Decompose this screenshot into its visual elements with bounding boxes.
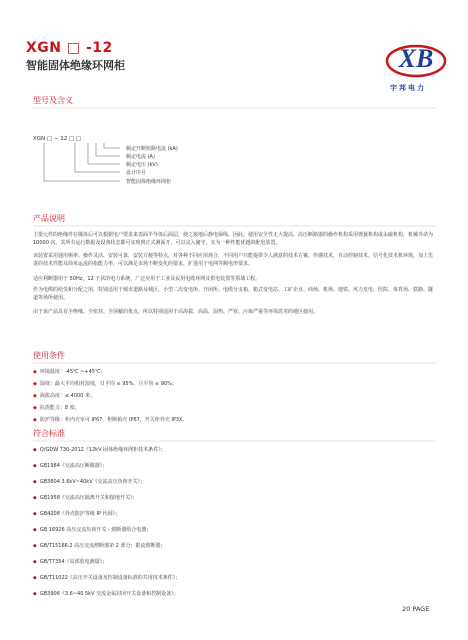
description-title: 产品说明: [33, 214, 65, 223]
standard-item: ◆ GB3906《3.6~40.5kV 交流金属封闭开关设备和控制设备》。: [33, 591, 179, 597]
description-paragraph: 该装置采用通用频率、操作灵活、安装可靠，安装方便等特点，对各种不同应用场合，不同用户只能提供令人满意的技术方案。传感技术，自动控制技术，信号化技术机环境，加上先进的技术性能及简单运流的指能力率，可以满足市场不断变化的要求，扩进用于电网等额电形要求。: [33, 253, 434, 267]
model-item: 额定电流 (A): [126, 154, 155, 160]
standard-item: ◆ Q/GDW 730-2012《12kV 固体绝缘环网柜技术条件》；: [33, 447, 166, 453]
condition-item: ◆ 湿度：最大平均相对湿度，日平均 ≤ 95%，月平均 ≤ 90%；: [33, 381, 177, 387]
model-item: 智能固体绝缘环网柜: [126, 179, 172, 185]
description-paragraph: 作为电缆的给受和分配之用，特别适用于城市道路及城区、小型二次变电所、开闭所、电缆分支箱、箱式变电站、工矿企业、商场、机场、地铁、风力发电、医院、体育场、铁路、隧道等场所使用。: [33, 287, 434, 301]
standard-item: ◆ GB3804 3.6kV~40kV《交流高压负荷开关》；: [33, 479, 146, 485]
standard-item: ◆ GB 16926 高压交流负荷开关 - 熔断器组合电器；: [33, 527, 152, 533]
description-paragraph: 由于该产品具有全绝缘、全密封、全屏蔽的优点，所以特别适用于高海拔、高温、湿热、严寒、污染严重等环境恶劣的地区使用。: [33, 309, 319, 315]
condition-item: ◆ 环境温度：-45℃ ~+45℃；: [33, 369, 106, 375]
model-item: 额定开断短路电流 (kA): [126, 146, 178, 152]
description-paragraph: 适应利断器用于 50Hz，12 千伏的电力系统，广泛应用于工业及民用电缆环网及供电装置等领域工程。: [33, 276, 261, 282]
model-code: XGN □ − 12 □ □: [33, 136, 82, 142]
standard-item: ◆ GB/T15166.2 高压交流熔断器第 2 部分：限流熔断器；: [33, 543, 166, 549]
condition-item: ◆ 抗震能力：8 度；: [33, 405, 80, 411]
standard-item: ◆ GB/T7354《局部放电测量》；: [33, 559, 108, 565]
model-item: 额定电压 (kV): [126, 162, 158, 168]
standard-item: ◆ GB1958《交流高压隔离开关和接地开关》；: [33, 495, 138, 501]
standard-item: ◆ GB/T11022《高压开关设备及控制设备标准的共用技术条件》；: [33, 575, 181, 581]
conditions-title: 使用条件: [33, 351, 65, 360]
model-section-title: 型号及含义: [33, 96, 73, 105]
standard-item: ◆ GB4208《外壳防护等级 IP 代码》；: [33, 511, 121, 517]
condition-item: ◆ 防护等级：柜内壳室可 IP67，柜断箱壳 IP67，开关柜外壳 IP3X。: [33, 417, 188, 423]
logo-text: 宇邦电力: [390, 84, 426, 92]
standard-item: ◆ GB1984《交流高压断路器》；: [33, 463, 108, 469]
logo-mark: XB: [398, 44, 434, 73]
model-code-connectors: [44, 143, 120, 181]
condition-item: ◆ 海拔高度：≤ 4000 米；: [33, 393, 95, 399]
standards-title: 符合标准: [33, 429, 65, 438]
model-item: 设计序号: [126, 170, 147, 176]
page-subtitle: 智能固体绝缘环网柜: [26, 59, 125, 72]
page-title: XGN □ -12: [26, 40, 113, 56]
page-number: 20 PAGE: [402, 605, 430, 613]
description-paragraph: 主要元件的绝缘件在媒体后可以根据电户要求来表面半导体后面层，使之接地后静电保线。因此，使用安全性无大提高。高压断路器的操作机构采用弹簧机构或永磁机构，机械寿命为 10000 次，其所有运行数据及设备状态都可实现到正式测面开，可以完入储守，实为一种性能优越的配电装置。: [33, 232, 434, 246]
